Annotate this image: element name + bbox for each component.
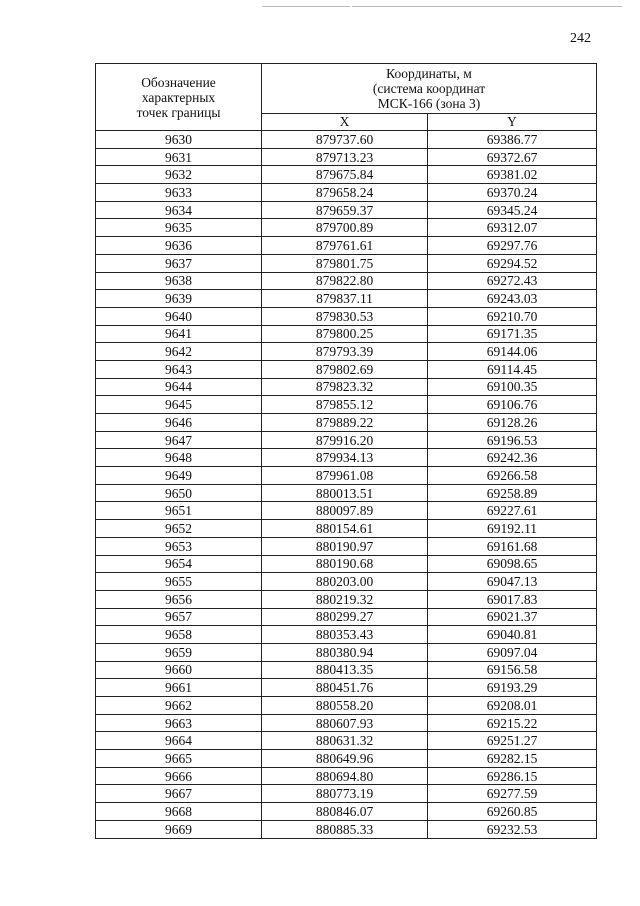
x-coordinate-cell: 879658.24 <box>262 184 428 202</box>
table-row <box>96 537 597 555</box>
y-coordinate-cell: 69171.35 <box>428 325 597 343</box>
table-row <box>96 360 597 378</box>
x-coordinate-cell: 879793.39 <box>262 343 428 361</box>
y-coordinate-cell: 69345.24 <box>428 201 597 219</box>
y-coordinate-cell: 69386.77 <box>428 131 597 149</box>
table-row <box>96 484 597 502</box>
table-row <box>96 643 597 661</box>
table-row <box>96 378 597 396</box>
header-point-label-line-3: точек границы <box>136 104 221 120</box>
x-coordinate-cell: 879737.60 <box>262 131 428 149</box>
top-rule-right <box>352 6 622 7</box>
x-coordinate-cell: 880299.27 <box>262 608 428 626</box>
y-coordinate-cell: 69272.43 <box>428 272 597 290</box>
y-coordinate-cell: 69251.27 <box>428 732 597 750</box>
point-id-cell: 9634 <box>96 201 262 219</box>
table-row <box>96 502 597 520</box>
table-row <box>96 237 597 255</box>
header-coordinates-line-3: МСК-166 (зона 3) <box>377 95 481 111</box>
x-coordinate-cell: 880846.07 <box>262 803 428 821</box>
x-coordinate-cell: 880203.00 <box>262 573 428 591</box>
y-coordinate-cell: 69098.65 <box>428 555 597 573</box>
point-id-cell: 9657 <box>96 608 262 626</box>
point-id-cell: 9652 <box>96 520 262 538</box>
table-row <box>96 785 597 803</box>
point-id-cell: 9631 <box>96 148 262 166</box>
point-id-cell: 9643 <box>96 360 262 378</box>
y-coordinate-cell: 69040.81 <box>428 626 597 644</box>
y-coordinate-cell: 69106.76 <box>428 396 597 414</box>
y-coordinate-cell: 69266.58 <box>428 467 597 485</box>
x-coordinate-cell: 880190.68 <box>262 555 428 573</box>
y-coordinate-cell: 69370.24 <box>428 184 597 202</box>
table-row <box>96 166 597 184</box>
point-id-cell: 9644 <box>96 378 262 396</box>
x-coordinate-cell: 880649.96 <box>262 750 428 768</box>
table-body <box>96 131 597 839</box>
point-id-cell: 9665 <box>96 750 262 768</box>
point-id-cell: 9635 <box>96 219 262 237</box>
table-row <box>96 803 597 821</box>
x-coordinate-cell: 879802.69 <box>262 360 428 378</box>
y-coordinate-cell: 69286.15 <box>428 767 597 785</box>
y-coordinate-cell: 69312.07 <box>428 219 597 237</box>
y-coordinate-cell: 69156.58 <box>428 661 597 679</box>
y-coordinate-cell: 69372.67 <box>428 148 597 166</box>
header-point-label-line-2: характерных <box>141 89 216 105</box>
y-coordinate-cell: 69047.13 <box>428 573 597 591</box>
x-coordinate-cell: 880154.61 <box>262 520 428 538</box>
x-coordinate-cell: 880885.33 <box>262 820 428 838</box>
y-coordinate-cell: 69215.22 <box>428 714 597 732</box>
point-id-cell: 9659 <box>96 643 262 661</box>
point-id-cell: 9642 <box>96 343 262 361</box>
point-id-cell: 9637 <box>96 254 262 272</box>
table-row <box>96 467 597 485</box>
table-row <box>96 679 597 697</box>
point-id-cell: 9666 <box>96 767 262 785</box>
x-coordinate-cell: 879659.37 <box>262 201 428 219</box>
y-coordinate-cell: 69208.01 <box>428 697 597 715</box>
point-id-cell: 9647 <box>96 431 262 449</box>
point-id-cell: 9655 <box>96 573 262 591</box>
coordinates-table <box>95 63 597 839</box>
point-id-cell: 9662 <box>96 697 262 715</box>
y-coordinate-cell: 69114.45 <box>428 360 597 378</box>
y-coordinate-cell: 69294.52 <box>428 254 597 272</box>
x-coordinate-cell: 879822.80 <box>262 272 428 290</box>
x-coordinate-cell: 879700.89 <box>262 219 428 237</box>
point-id-cell: 9651 <box>96 502 262 520</box>
x-coordinate-cell: 880380.94 <box>262 643 428 661</box>
y-coordinate-cell: 69021.37 <box>428 608 597 626</box>
x-coordinate-cell: 880219.32 <box>262 590 428 608</box>
header-x: X <box>262 113 428 130</box>
point-id-cell: 9636 <box>96 237 262 255</box>
point-id-cell: 9638 <box>96 272 262 290</box>
y-coordinate-cell: 69381.02 <box>428 166 597 184</box>
y-coordinate-cell: 69193.29 <box>428 679 597 697</box>
point-id-cell: 9633 <box>96 184 262 202</box>
x-coordinate-cell: 880607.93 <box>262 714 428 732</box>
table-row <box>96 343 597 361</box>
x-coordinate-cell: 879855.12 <box>262 396 428 414</box>
x-coordinate-cell: 880413.35 <box>262 661 428 679</box>
table-row <box>96 184 597 202</box>
y-coordinate-cell: 69232.53 <box>428 820 597 838</box>
point-id-cell: 9668 <box>96 803 262 821</box>
point-id-cell: 9660 <box>96 661 262 679</box>
table-row <box>96 449 597 467</box>
table-row <box>96 431 597 449</box>
table-row <box>96 131 597 149</box>
y-coordinate-cell: 69097.04 <box>428 643 597 661</box>
point-id-cell: 9645 <box>96 396 262 414</box>
x-coordinate-cell: 879916.20 <box>262 431 428 449</box>
y-coordinate-cell: 69196.53 <box>428 431 597 449</box>
point-id-cell: 9663 <box>96 714 262 732</box>
table-row <box>96 396 597 414</box>
x-coordinate-cell: 879761.61 <box>262 237 428 255</box>
header-coordinates-line-2: (система координат <box>372 80 486 96</box>
point-id-cell: 9648 <box>96 449 262 467</box>
header-coordinates-line-1: Координаты, м <box>386 65 472 81</box>
x-coordinate-cell: 879823.32 <box>262 378 428 396</box>
point-id-cell: 9646 <box>96 414 262 432</box>
y-coordinate-cell: 69297.76 <box>428 237 597 255</box>
x-coordinate-cell: 880773.19 <box>262 785 428 803</box>
table-row <box>96 732 597 750</box>
table-row <box>96 608 597 626</box>
header-point-label-line-1: Обозначение <box>141 74 216 90</box>
top-rule-left <box>262 6 350 7</box>
x-coordinate-cell: 879837.11 <box>262 290 428 308</box>
x-coordinate-cell: 880013.51 <box>262 484 428 502</box>
x-coordinate-cell: 879889.22 <box>262 414 428 432</box>
y-coordinate-cell: 69242.36 <box>428 449 597 467</box>
header-point-label <box>96 64 262 131</box>
x-coordinate-cell: 879961.08 <box>262 467 428 485</box>
point-id-cell: 9640 <box>96 307 262 325</box>
table-row <box>96 767 597 785</box>
point-id-cell: 9669 <box>96 820 262 838</box>
y-coordinate-cell: 69260.85 <box>428 803 597 821</box>
point-id-cell: 9664 <box>96 732 262 750</box>
table-row <box>96 148 597 166</box>
table-row <box>96 307 597 325</box>
x-coordinate-cell: 879934.13 <box>262 449 428 467</box>
x-coordinate-cell: 880558.20 <box>262 697 428 715</box>
x-coordinate-cell: 879675.84 <box>262 166 428 184</box>
table-row <box>96 414 597 432</box>
y-coordinate-cell: 69210.70 <box>428 307 597 325</box>
table-row <box>96 573 597 591</box>
y-coordinate-cell: 69144.06 <box>428 343 597 361</box>
y-coordinate-cell: 69282.15 <box>428 750 597 768</box>
x-coordinate-cell: 879800.25 <box>262 325 428 343</box>
point-id-cell: 9630 <box>96 131 262 149</box>
y-coordinate-cell: 69017.83 <box>428 590 597 608</box>
x-coordinate-cell: 880097.89 <box>262 502 428 520</box>
point-id-cell: 9654 <box>96 555 262 573</box>
header-coordinates <box>262 64 597 114</box>
table-row <box>96 520 597 538</box>
page-number: 242 <box>570 31 591 46</box>
point-id-cell: 9661 <box>96 679 262 697</box>
x-coordinate-cell: 880631.32 <box>262 732 428 750</box>
table-row <box>96 661 597 679</box>
y-coordinate-cell: 69243.03 <box>428 290 597 308</box>
y-coordinate-cell: 69258.89 <box>428 484 597 502</box>
table-row <box>96 272 597 290</box>
y-coordinate-cell: 69161.68 <box>428 537 597 555</box>
point-id-cell: 9649 <box>96 467 262 485</box>
table-row <box>96 325 597 343</box>
y-coordinate-cell: 69128.26 <box>428 414 597 432</box>
table-row <box>96 290 597 308</box>
x-coordinate-cell: 879830.53 <box>262 307 428 325</box>
point-id-cell: 9653 <box>96 537 262 555</box>
point-id-cell: 9632 <box>96 166 262 184</box>
point-id-cell: 9667 <box>96 785 262 803</box>
x-coordinate-cell: 880451.76 <box>262 679 428 697</box>
table-row <box>96 219 597 237</box>
point-id-cell: 9641 <box>96 325 262 343</box>
x-coordinate-cell: 880190.97 <box>262 537 428 555</box>
x-coordinate-cell: 879801.75 <box>262 254 428 272</box>
y-coordinate-cell: 69192.11 <box>428 520 597 538</box>
table-row <box>96 555 597 573</box>
y-coordinate-cell: 69277.59 <box>428 785 597 803</box>
x-coordinate-cell: 880694.80 <box>262 767 428 785</box>
point-id-cell: 9656 <box>96 590 262 608</box>
point-id-cell: 9650 <box>96 484 262 502</box>
point-id-cell: 9658 <box>96 626 262 644</box>
x-coordinate-cell: 880353.43 <box>262 626 428 644</box>
table-row <box>96 820 597 838</box>
table-row <box>96 201 597 219</box>
y-coordinate-cell: 69100.35 <box>428 378 597 396</box>
table-row <box>96 714 597 732</box>
table-row <box>96 254 597 272</box>
y-coordinate-cell: 69227.61 <box>428 502 597 520</box>
x-coordinate-cell: 879713.23 <box>262 148 428 166</box>
table-row <box>96 590 597 608</box>
table-row <box>96 750 597 768</box>
table-row <box>96 697 597 715</box>
table-row <box>96 626 597 644</box>
point-id-cell: 9639 <box>96 290 262 308</box>
header-y: Y <box>428 113 597 130</box>
